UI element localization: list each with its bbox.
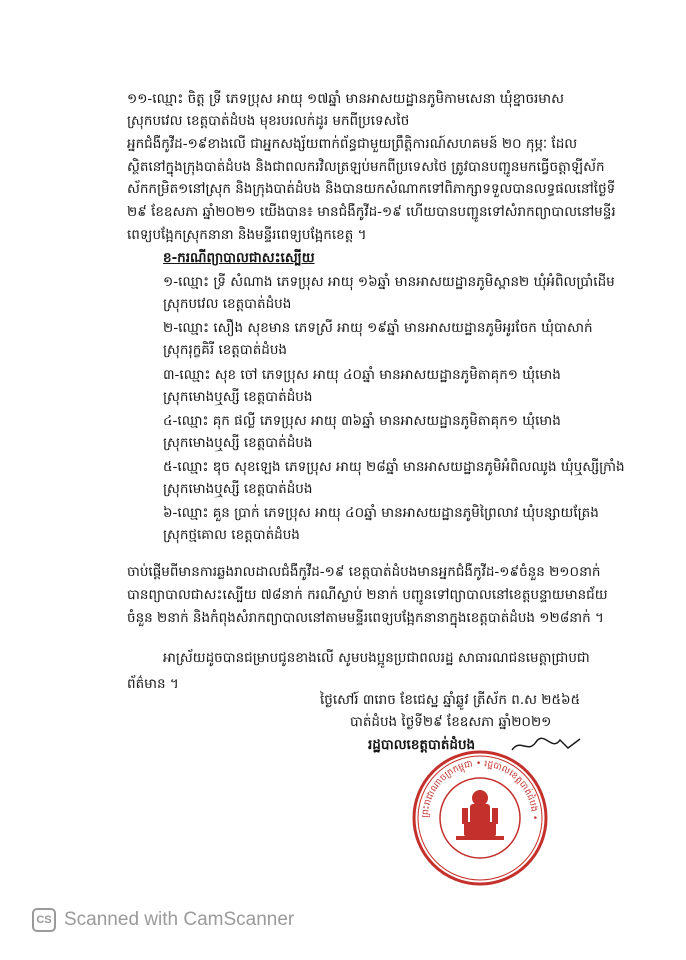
line-18: ស្រុកមោងឬស្សី ខេត្តបាត់ដំបង: [163, 481, 313, 497]
line-19: ៦-ឈ្មោះ គួន ប្រាក់ ភេទប្រុស អាយុ ៤០ឆ្នាំ មានអាសយដ្ឋានភូមិព្រៃលាវ ឃុំបន្សាយត្រែង: [163, 505, 599, 521]
line-24: អាស្រ័យដូចបានជម្រាបជូនខាងលើ សូមបងប្អូនប្រជាពលរដ្ឋ សាធារណជនមេត្តាជ្រាបជា: [163, 650, 590, 666]
section-heading: ខ-ករណីព្យាបាលជាសះស្បើយ: [163, 250, 315, 266]
line-13: ៣-ឈ្មោះ សុខ ចៅ ភេទប្រុស អាយុ ៤០ឆ្នាំ មានអាសយដ្ឋានភូមិតាគុក១ ឃុំមោង: [163, 367, 561, 383]
line-16: ស្រុកមោងឬស្សី ខេត្តបាត់ដំបង: [163, 435, 313, 451]
line-15: ៤-ឈ្មោះ គុក ផល្លី ភេទប្រុស អាយុ ៣៦ឆ្នាំ មានអាសយដ្ឋានភូមិតាគុក១ ឃុំមោង: [163, 413, 561, 429]
line-10: ស្រុកបវេល ខេត្តបាត់ដំបង: [163, 296, 292, 312]
scanner-text: Scanned with CamScanner: [64, 909, 295, 930]
line-11: ២-ឈ្មោះ សឿង សុខមាន ភេទស្រី អាយុ ១៩ឆ្នាំ មានអាសយដ្ឋានភូមិអូរចែក ឃុំបាសាក់: [163, 320, 593, 336]
lunar-date: ថ្ងៃសៅរ៍ ៣រោច ខែជេស្ឋ ឆ្នាំឆ្លូវ ត្រីស័ក ព.ស ២៥៦៥: [320, 692, 581, 708]
line-14: ស្រុកមោងឬស្សី ខេត្តបាត់ដំបង: [163, 389, 313, 405]
line-22: បានព្យាបាលជាសះស្បើយ ៧៨នាក់ ករណីស្លាប់ ២នាក់ បញ្ជូនទៅព្យាបាលនៅខេត្តបន្ទាយមានជ័យ: [127, 587, 608, 603]
line-17: ៥-ឈ្មោះ ឌុច សុខឡេង ភេទប្រុស អាយុ ២៨ឆ្នាំ មានអាសយដ្ឋានភូមិអំពិលឈូង ឃុំឬស្សីក្រាំង: [163, 459, 625, 475]
line-4: ស្ថិតនៅក្នុងក្រុងបាត់ដំបង និងជាពលករវិលត្រឡប់មកពីប្រទេសថៃ ត្រូវបានបញ្ជូនមកធ្វើចត្តាឡីស័ក: [127, 159, 605, 175]
seal-icon: [410, 748, 550, 888]
official-seal: [410, 748, 550, 888]
line-6: ២៩ ខែឧសភា ឆ្នាំ២០២១ យើងបាន៖ មានជំងឺកូវីដ-១៩ ហើយបានបញ្ជូនទៅសំរាកព្យាបាលនៅមន្ទីរ: [127, 204, 616, 220]
line-7: ពេទ្យបង្អែកស្រុកនានា និងមន្ទីរពេទ្យបង្អែកខេត្ត ។: [127, 227, 367, 243]
seal-ring-text: ព្រះរាជាណាចក្រកម្ពុជា • រដ្ឋបាលខេត្តបាត់ដំបង •: [420, 758, 540, 821]
line-20: ស្រុកថ្មគោល ខេត្តបាត់ដំបង: [163, 527, 300, 543]
line-3: អ្នកជំងឺកូវីដ-១៩ខាងលើ ជាអ្នកសង្ស័យពាក់ព័ន្ធជាមួយព្រឹត្តិការណ៍សហគមន៍ ២០ កុម្ភៈ ដែល: [127, 136, 578, 152]
line-23: ចំនួន ២នាក់ និងកំពុងសំរាកព្យាបាលនៅតាមមន្ទីរពេទ្យបង្អែកនានាក្នុងខេត្តបាត់ដំបង ១២៨នាក់ ។: [127, 610, 604, 626]
solar-date: បាត់ដំបង ថ្ងៃទី២៩ ខែឧសភា ឆ្នាំ២០២១: [350, 714, 552, 730]
line-12: ស្រុករុក្ខគិរី ខេត្តបាត់ដំបង: [163, 342, 287, 358]
line-1: ១១-ឈ្មោះ ចិត្ត ទ្រី ភេទប្រុស អាយុ ១៧ឆ្នាំ មានអាសយដ្ឋានភូមិកាមសេនា ឃុំខ្នាចរមាស: [127, 91, 565, 107]
seal-emblem: [456, 790, 504, 840]
line-25: ព័ត៌មាន ។: [127, 676, 179, 692]
line-21: ចាប់ផ្តើមពីមានការឆ្លងរាលដាលជំងឺកូវីដ-១៩ ខេត្តបាត់ដំបងមានអ្នកជំងឺកូវីដ-១៩ចំនួន ២១០នាក់: [127, 564, 601, 580]
scanner-watermark: [32, 905, 294, 935]
camscanner-logo-icon: CS: [32, 908, 56, 932]
line-2: ស្រុកបវេល ខេត្តបាត់ដំបង មុខរបរលក់ដូរ មកពីប្រទេសថៃ: [127, 113, 410, 129]
line-5: ស័កកម្រិត១នៅស្រុក និងក្រុងបាត់ដំបង និងបានយកសំណាកទៅពិភាក្សាទទួលបានលទ្ធផលនៅថ្ងៃទី: [127, 181, 616, 197]
signatory-title: រដ្ឋបាលខេត្តបាត់ដំបង: [368, 737, 476, 753]
line-9: ១-ឈ្មោះ ទ្រី សំណាង ភេទប្រុស អាយុ ១៦ឆ្នាំ មានអាសយដ្ឋានភូមិស្ពាន២ ឃុំអំពិលប្រាំដើម: [163, 274, 615, 290]
